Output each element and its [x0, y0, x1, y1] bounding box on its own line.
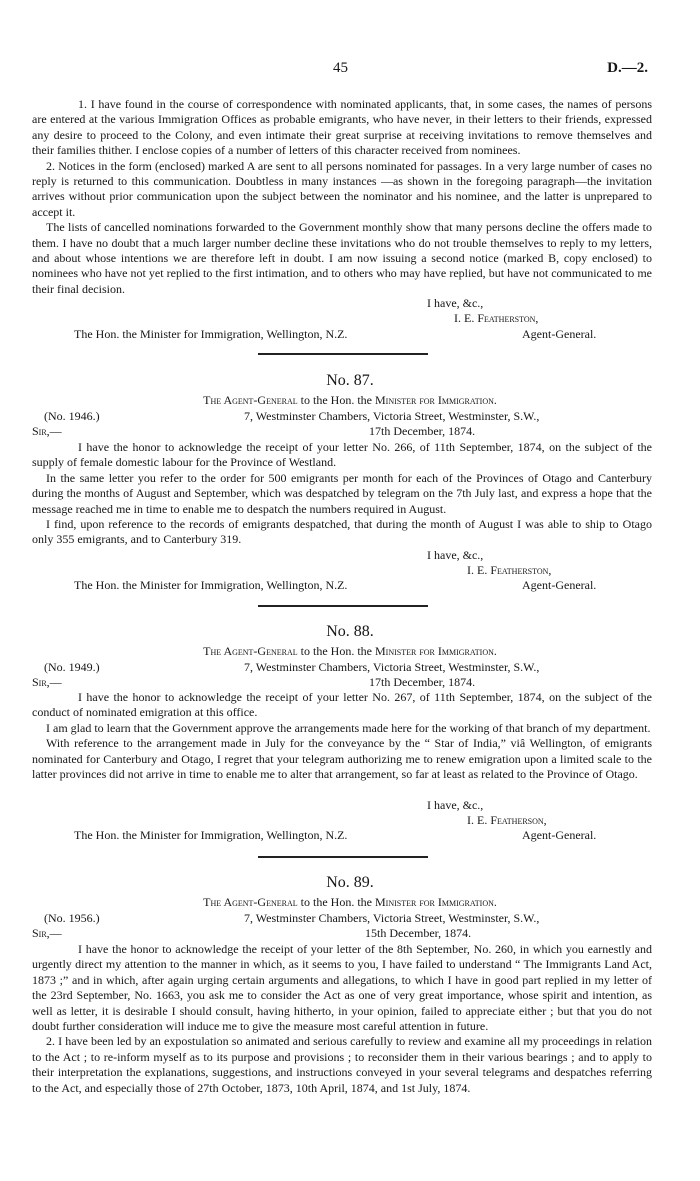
heading-mid: to the Hon. the: [300, 644, 372, 658]
addressee-line: [32, 828, 652, 843]
addressee-line: [32, 327, 652, 342]
paragraph: I have the honor to acknowledge the receipt of your letter No. 266, of 11th September, 1874, on the subject of the supply of female domestic labour for the Province of Westland.: [32, 440, 652, 470]
paragraph: In the same letter you refer to the order for 500 emigrants per month for each of the Provinces of Otago and Canterbury during the months of August and September, which was despatched by telegram on the 7th July last, and express a hope that the message reached me in time to enable me to despatch the numbers required in August.: [32, 470, 652, 516]
heading-mid: to the Hon. the: [300, 393, 372, 407]
letter-ref: (No. 1956.): [44, 911, 100, 925]
signatory: I. E. Featherson,: [467, 813, 547, 827]
letter-heading: [0, 393, 700, 408]
closing-line: [32, 296, 652, 311]
heading-to: Minister for Immigration.: [374, 644, 497, 658]
closing: I have, &c.,: [427, 548, 484, 562]
paragraph: I have the honor to acknowledge the receipt of your letter of the 8th September, No. 260, in which you earnestly and urgently direct my attention to the manner in which, as it seems to you, I have failed to understand “ The Immigrants Land Act, 1873 ;” and in which, after again urging certain arguments and allegations, to which I have in good part replied in my letter of the 23rd September, No. 1663, you ask me to consider the Act as one of very great importance, whose spirit and intention, as well as letter, it is desirable I should consult, having hitherto, in your opinion, failed to appreciate either ; but that you do not doubt further consideration will induce me to give the measure most careful attention in future.: [32, 942, 652, 1034]
salutation: Sir,—: [32, 675, 62, 689]
heading-to: Minister for Immigration.: [374, 895, 497, 909]
closing: I have, &c.,: [427, 296, 484, 310]
letter-address: 7, Westminster Chambers, Victoria Street, Westminster, S.W.,: [244, 911, 540, 925]
closing-line: [32, 798, 652, 813]
intro-body: [32, 97, 652, 297]
signatory: I. E. Featherston,: [454, 311, 539, 325]
signature-line: [32, 311, 652, 326]
addressee: The Hon. the Minister for Immigration, Wellington, N.Z.: [74, 327, 348, 341]
heading-from: The Agent-General: [203, 895, 298, 909]
letter-date: 17th December, 1874.: [369, 675, 476, 689]
letter-ref: (No. 1946.): [44, 409, 100, 423]
salutation-date-line: [32, 424, 652, 439]
letter-date: 17th December, 1874.: [369, 424, 476, 438]
paragraph: 1. I have found in the course of correspondence with nominated applicants, that, in some cases, the names of persons are entered at the various Immigration Offices as probable emigrants, who have never, in their letters to their friends, expressed any desire to proceed to the Colony, and even intimate their great surprise at receiving invitations to remove themselves and their families thither. I enclose copies of a number of letters of this character received from nominees.: [32, 97, 652, 158]
letter-ref: (No. 1949.): [44, 660, 100, 674]
section-divider: [258, 856, 428, 858]
letter-number: No. 88.: [326, 623, 374, 640]
addressee-line: [32, 578, 652, 593]
letter-heading: [0, 895, 700, 910]
ref-address-line: [32, 409, 652, 424]
paragraph: 2. Notices in the form (enclosed) marked A are sent to all persons nominated for passages. In a very large number of cases no reply is returned to this communication. Doubtless in many instances —as shown in the foregoing paragraph—the invitation arrives without prior communication upon the subject between the nominator and his nominee, and the latter is unprepared to accept it.: [32, 158, 652, 219]
paragraph: 2. I have been led by an expostulation so animated and serious carefully to review and examine all my proceedings in relation to the Act ; to re-inform myself as to its purpose and provisions ; to reconsider them in their various bearings ; and to apply to their interpretation the explanations, suggestions, and instructions conveyed in your several telegrams and despatches referring to the Act, and especially those of 27th October, 1873, 10th April, 1874, and 1st July, 1874.: [32, 1034, 652, 1095]
letter-heading: [0, 644, 700, 659]
heading-from: The Agent-General: [203, 393, 298, 407]
ref-address-line: [32, 911, 652, 926]
signature-line: [32, 563, 652, 578]
addressee: The Hon. the Minister for Immigration, Wellington, N.Z.: [74, 828, 348, 842]
section-divider: [258, 353, 428, 355]
letter-number: No. 89.: [326, 874, 374, 891]
page-number: 45: [333, 60, 348, 76]
addressee: The Hon. the Minister for Immigration, Wellington, N.Z.: [74, 578, 348, 592]
heading-mid: to the Hon. the: [300, 895, 372, 909]
heading-from: The Agent-General: [203, 644, 298, 658]
signatory-title: Agent-General.: [522, 578, 597, 592]
closing-line: [32, 548, 652, 563]
paragraph: The lists of cancelled nominations forwarded to the Government monthly show that many persons decline the offers made to them. I have no doubt that a much larger number decline these invitations who do not trouble themselves to reply to my letters, and about whose intentions we are therefore left in doubt. I am now issuing a second notice (marked B, copy enclosed) to nominees who have not yet replied to the first intimation, and to others who may have replied, but have not communicated to me their final decision.: [32, 220, 652, 296]
paragraph: I am glad to learn that the Government approve the arrangements made here for the working of that branch of my department.: [46, 720, 651, 735]
signatory: I. E. Featherston,: [467, 563, 552, 577]
document-reference: D.—2.: [607, 60, 648, 76]
paragraph: I find, upon reference to the records of emigrants despatched, that during the month of August I was able to ship to Otago only 355 emigrants, and to Canterbury 319.: [32, 517, 652, 547]
salutation-date-line: [32, 926, 652, 941]
letter-date: 15th December, 1874.: [365, 926, 472, 940]
signatory-title: Agent-General.: [522, 327, 597, 341]
letter-address: 7, Westminster Chambers, Victoria Street, Westminster, S.W.,: [244, 409, 540, 423]
letter-address: 7, Westminster Chambers, Victoria Street, Westminster, S.W.,: [244, 660, 540, 674]
closing: I have, &c.,: [427, 798, 484, 812]
heading-to: Minister for Immigration.: [374, 393, 497, 407]
paragraph: I have the honor to acknowledge the receipt of your letter No. 267, of 11th September, 1874, on the subject of the conduct of nominated emigration at this office.: [32, 690, 652, 720]
signatory-title: Agent-General.: [522, 828, 597, 842]
letter-number: No. 87.: [326, 372, 374, 389]
signature-line: [32, 813, 652, 828]
running-header: [0, 60, 700, 80]
letter-body: [32, 942, 652, 1096]
paragraph: With reference to the arrangement made in July for the conveyance by the “ Star of India,” viâ Wellington, of emigrants nominated for Canterbury and Otago, I regret that your telegram authorizing me to renew emigration upon a limited scale to the latter provinces did not arrive in time to enable me to alter that arrangement, so far at least as related to the Province of Otago.: [32, 736, 652, 782]
section-divider: [258, 605, 428, 607]
ref-address-line: [32, 660, 652, 675]
letter-body: [32, 690, 652, 782]
salutation-date-line: [32, 675, 652, 690]
letter-body: [32, 440, 652, 548]
salutation: Sir,—: [32, 424, 62, 438]
salutation: Sir,—: [32, 926, 62, 940]
